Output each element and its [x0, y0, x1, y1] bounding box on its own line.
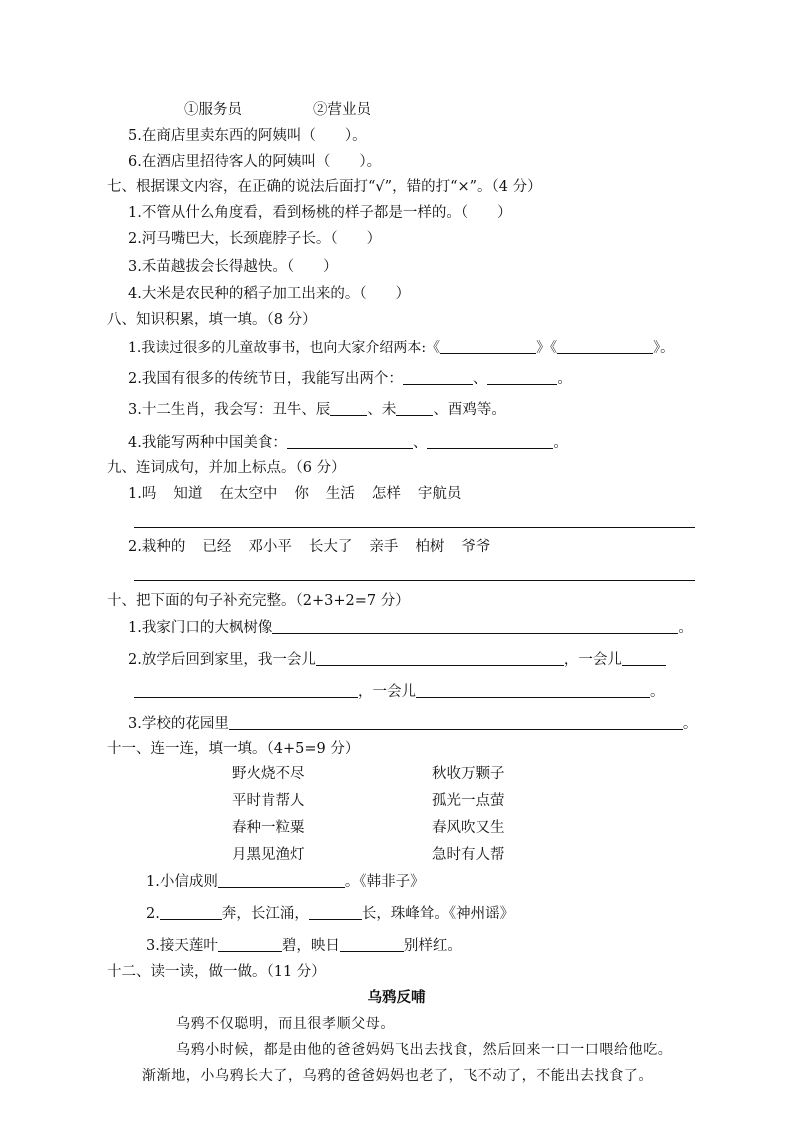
q9-line-2-label: 2.栽种的	[128, 539, 186, 555]
after-school-blank-1[interactable]	[316, 650, 564, 666]
garden-blank[interactable]	[229, 714, 683, 730]
q8-item-4-end: 。	[553, 435, 568, 451]
q8-item-1	[128, 338, 674, 358]
word-card: 柏树	[415, 539, 445, 555]
q11-fill-3	[146, 936, 462, 956]
q6-item-5: 5.在商店里卖东西的阿姨叫（ ）。	[128, 128, 367, 144]
q8-item-3-text: 3.十二生肖，我会写：丑牛、辰	[128, 402, 331, 418]
word-card: 已经	[202, 539, 232, 555]
match-left-3[interactable]: 春种一粒粟	[232, 820, 305, 836]
passage-paragraph-2-cont: 渐渐地，小乌鸦长大了，乌鸦的爸爸妈妈也老了，飞不动了，不能出去找食了。	[142, 1068, 653, 1084]
passage-title: 乌鸦反哺	[367, 990, 426, 1006]
word-card: 知道	[173, 486, 203, 502]
passage-paragraph-2: 乌鸦小时候，都是由他的爸爸妈妈飞出去找食，然后回来一口一口喂给他吃。	[176, 1042, 673, 1058]
word-card: 亲手	[369, 539, 399, 555]
q8-item-4	[128, 433, 568, 453]
maple-simile-blank[interactable]	[272, 618, 678, 634]
shenzhou-blank-1[interactable]	[160, 904, 222, 920]
q11-fill-2-mid: 奔，长江涌，	[221, 906, 309, 922]
q11-fill-1-source: 。《韩非子》	[344, 874, 425, 890]
after-school-blank-2a[interactable]	[622, 650, 666, 666]
lotus-blank-1[interactable]	[218, 936, 282, 952]
q10-item-1-text: 1.我家门口的大枫树像	[128, 620, 273, 636]
q8-item-4-sep: 、	[412, 435, 428, 451]
word-card: 在太空中	[219, 486, 278, 502]
q11-fill-1	[146, 872, 425, 892]
word-card: 长大了	[308, 539, 353, 555]
q7-item-4: 4.大米是农民种的稻子加工出来的。（ ）	[128, 286, 411, 302]
q8-item-1-text: 1.我读过很多的儿童故事书，也向大家介绍两本:《	[128, 340, 441, 356]
match-right-3[interactable]: 春风吹又生	[432, 820, 505, 836]
q10-item-2-mid2: ，一会儿	[358, 684, 416, 700]
word-card: 宇航员	[417, 486, 462, 502]
after-school-blank-3[interactable]	[416, 682, 650, 698]
q11-fill-1-text: 1.小信成则	[146, 874, 218, 890]
match-left-4[interactable]: 月黑见渔灯	[232, 847, 305, 863]
q10-item-2-text: 2.放学后回到家里，我一会儿	[128, 652, 316, 668]
after-school-blank-2b[interactable]	[134, 682, 358, 698]
q8-item-2-text: 2.我国有很多的传统节日，我能写出两个：	[128, 371, 403, 387]
q8-item-4-text: 4.我能写两种中国美食：	[128, 435, 287, 451]
q8-item-1-end: 》。	[653, 340, 675, 356]
answer-line-1[interactable]	[134, 527, 695, 528]
match-right-4[interactable]: 急时有人帮	[432, 847, 505, 863]
q7-heading: 七、根据课文内容，在正确的说法后面打“√”，错的打“×”。（4 分）	[107, 179, 542, 195]
word-card: 邓小平	[248, 539, 292, 555]
q12-heading: 十二、读一读，做一做。（11 分）	[107, 964, 326, 980]
passage-paragraph-1: 乌鸦不仅聪明，而且很孝顺父母。	[176, 1016, 395, 1032]
match-left-2[interactable]: 平时肯帮人	[232, 793, 305, 809]
q7-item-3: 3.禾苗越拔会长得越快。（ ）	[128, 259, 338, 275]
q9-line-1-label: 1.吗	[128, 486, 157, 502]
food-blank-1[interactable]	[287, 433, 413, 449]
match-right-2[interactable]: 孤光一点萤	[432, 793, 505, 809]
word-card: 你	[294, 486, 309, 502]
q7-item-1: 1.不管从什么角度看，看到杨桃的样子都是一样的。（ ）	[128, 205, 512, 221]
q11-heading: 十一、连一连，填一填。（4+5=9 分）	[107, 741, 360, 757]
q9-line-2	[128, 537, 507, 557]
q10-item-2-cont	[134, 682, 665, 702]
q11-fill-3-mid: 碧，映日	[281, 938, 340, 954]
word-card: 生活	[325, 486, 355, 502]
q10-item-3-end: 。	[682, 716, 698, 732]
q11-fill-2-text: 2.	[146, 906, 160, 922]
q8-item-3-end: 、酉鸡等。	[433, 402, 506, 418]
zodiac-blank-2[interactable]	[396, 400, 433, 416]
q10-item-3	[128, 714, 697, 734]
q6-item-6: 6.在酒店里招待客人的阿姨叫（ ）。	[128, 154, 382, 170]
q8-item-2-sep: 、	[472, 371, 488, 387]
q10-heading: 十、把下面的句子补充完整。（2+3+2=7 分）	[107, 593, 410, 609]
q8-item-3-mid: 、未	[367, 402, 397, 418]
q8-item-2-end: 。	[557, 371, 572, 387]
q9-heading: 九、连词成句，并加上标点。（6 分）	[107, 460, 346, 476]
zodiac-blank-1[interactable]	[330, 400, 367, 416]
q11-fill-3-end: 别样红。	[403, 938, 462, 954]
shenzhou-blank-2[interactable]	[309, 904, 362, 920]
q10-item-2	[128, 650, 666, 670]
food-blank-2[interactable]	[427, 433, 553, 449]
festival-blank-1[interactable]	[403, 369, 473, 385]
book-title-blank-1[interactable]	[440, 338, 536, 354]
book-title-blank-2[interactable]	[557, 338, 653, 354]
q11-fill-3-text: 3.接天莲叶	[146, 938, 218, 954]
match-left-1[interactable]: 野火烧不尽	[232, 766, 305, 782]
proverb-blank[interactable]	[218, 872, 345, 888]
q10-item-3-text: 3.学校的花园里	[128, 716, 229, 732]
q10-item-2-mid: ，一会儿	[563, 652, 622, 668]
q10-item-1	[128, 618, 693, 638]
q8-item-2	[128, 369, 572, 389]
q10-item-2-end: 。	[650, 684, 665, 700]
festival-blank-2[interactable]	[487, 369, 557, 385]
q11-fill-2	[146, 904, 514, 924]
q8-heading: 八、知识积累，填一填。（8 分）	[107, 312, 317, 328]
answer-line-2[interactable]	[134, 580, 695, 581]
q7-item-2: 2.河马嘴巴大，长颈鹿脖子长。（ ）	[128, 231, 382, 247]
word-card: 怎样	[371, 486, 401, 502]
word-card: 爷爷	[461, 539, 491, 555]
match-right-1[interactable]: 秋收万颗子	[432, 766, 505, 782]
q8-item-1-mid: 》《	[536, 340, 558, 356]
q9-line-1	[128, 484, 478, 504]
q10-item-1-end: 。	[678, 620, 693, 636]
lotus-blank-2[interactable]	[340, 936, 404, 952]
option-1: ①服务员	[184, 102, 242, 118]
option-2: ②营业员	[313, 102, 371, 118]
q11-fill-2-source: 长，珠峰耸。《神州谣》	[361, 906, 515, 922]
q8-item-3	[128, 400, 506, 420]
